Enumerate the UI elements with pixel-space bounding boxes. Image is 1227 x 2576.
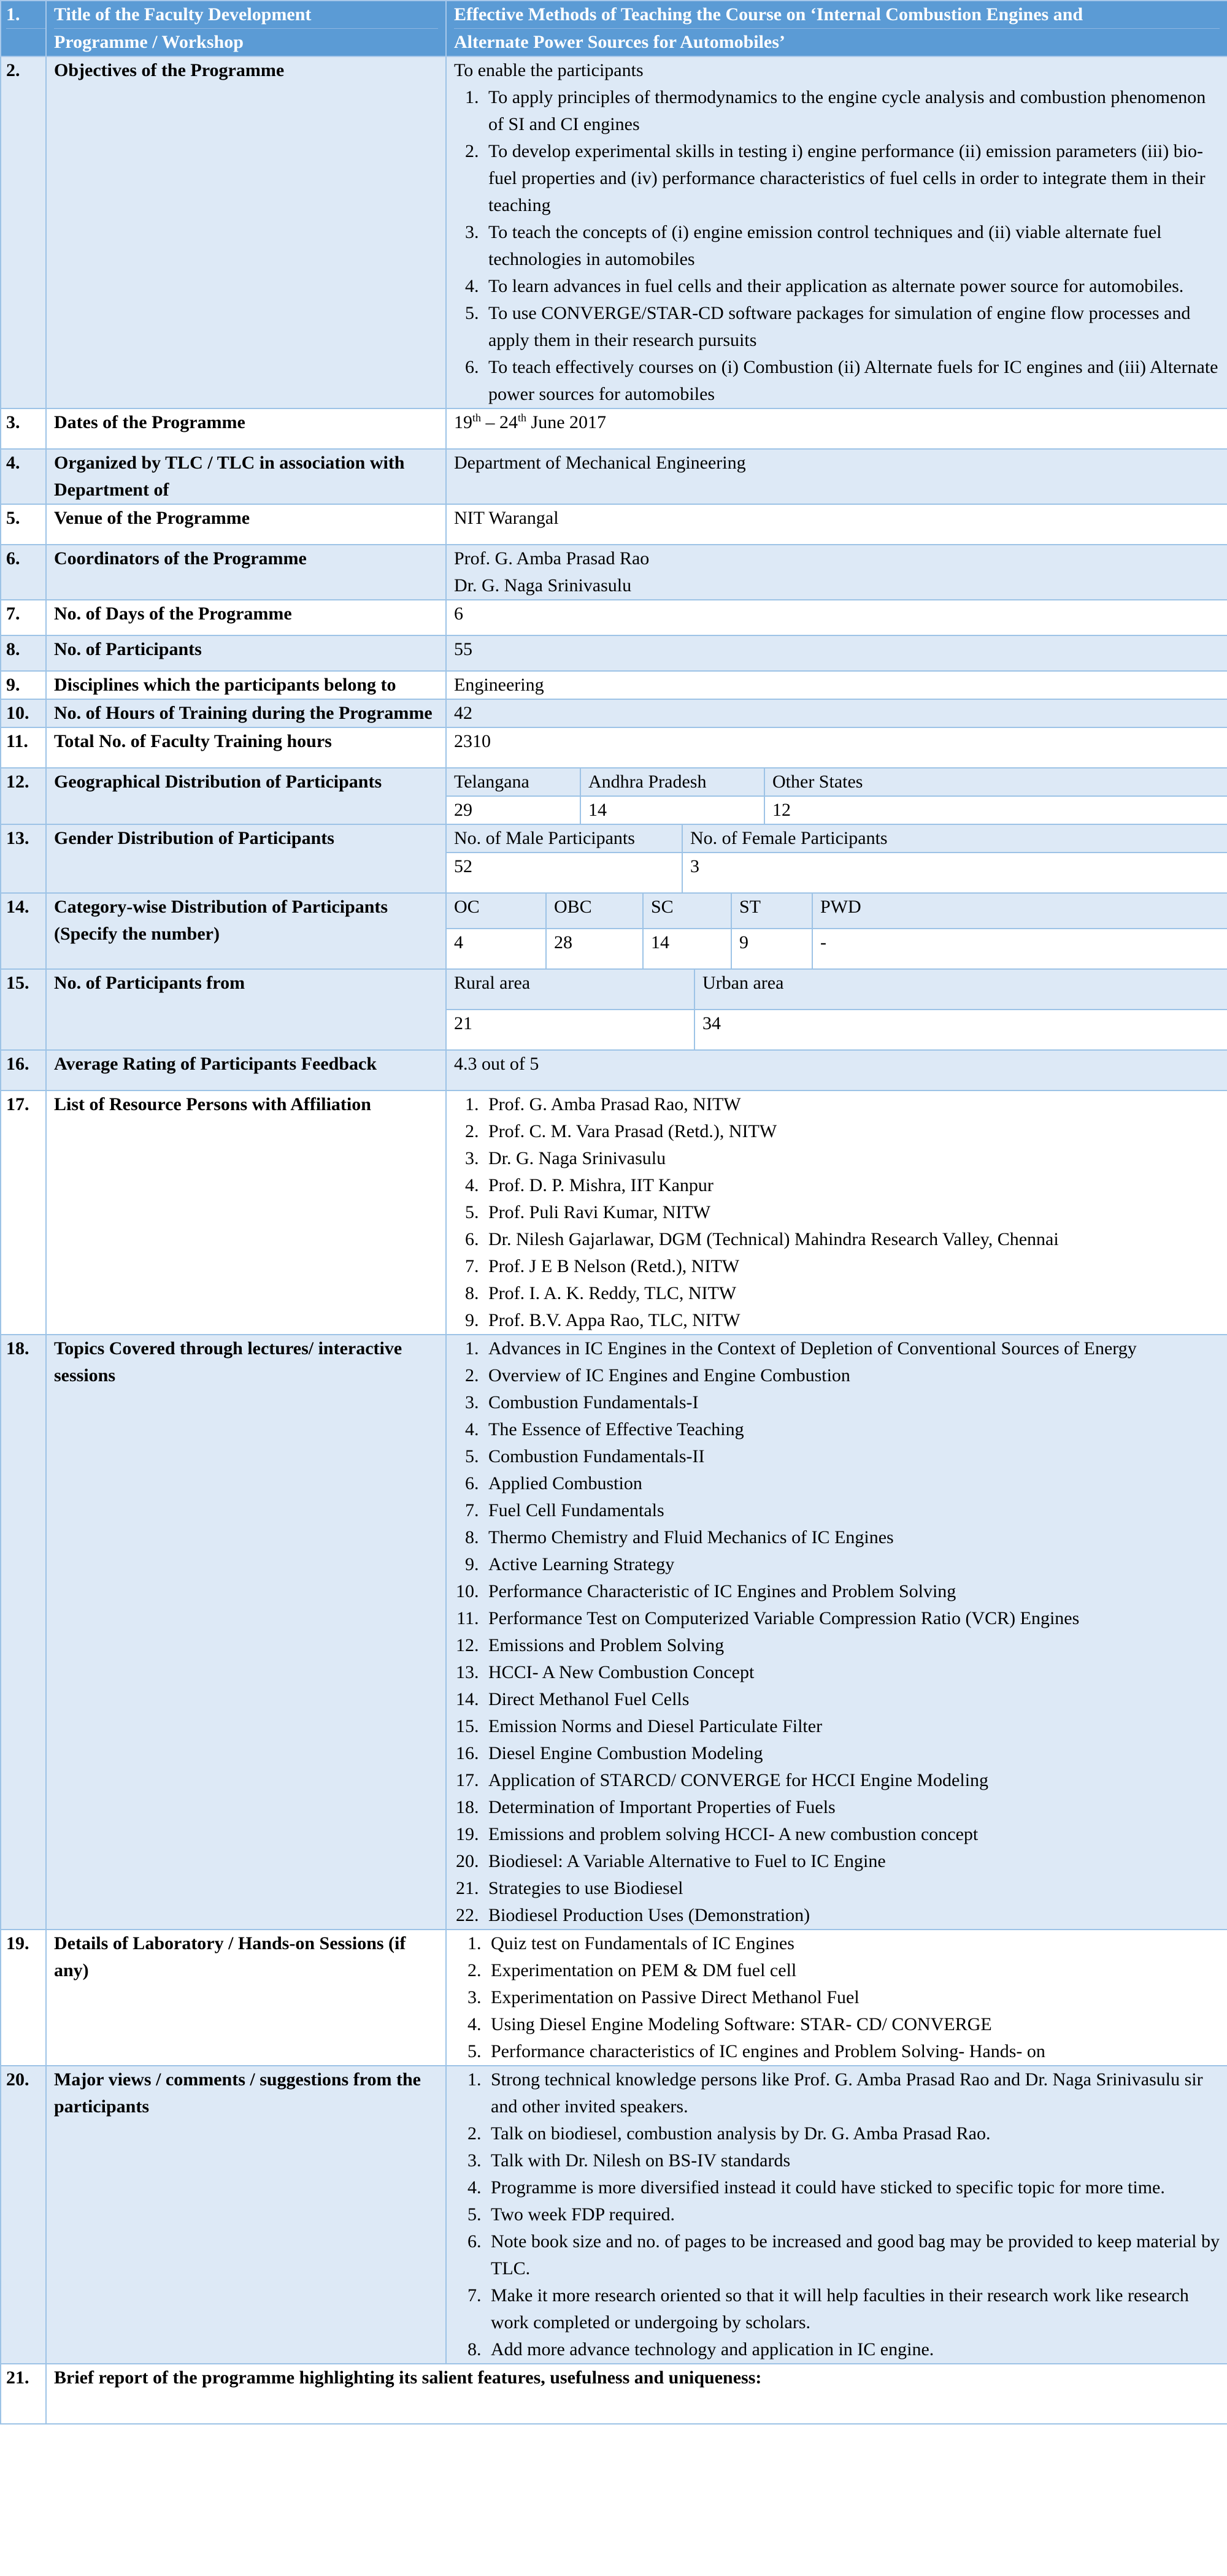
view-item: 1. Strong technical knowledge persons like Prof. G. Amba Prasad Rao and Dr. Naga Srinivasulu sir and other invited speakers. [486, 2066, 1220, 2120]
gender-value: 52 [447, 853, 682, 892]
objective-item: 2. To develop experimental skills in testing i) engine performance (ii) emission parameters (iii) bio-fuel properties and (iv) performance characteristics of fuel cells in order to integrate them in their teaching [483, 138, 1220, 219]
geography-table [447, 769, 1227, 824]
objective-item: 5. To use CONVERGE/STAR-CD software packages for simulation of engine flow processes and apply them in their research pursuits [483, 300, 1220, 354]
row-number: 18. [1, 1335, 46, 1930]
row-number: 10. [1, 699, 46, 727]
row-participants [1, 635, 1227, 671]
category-header: PWD [812, 894, 1227, 929]
topic-item: 17. Application of STARCD/ CONVERGE for HCCI Engine Modeling [483, 1767, 1220, 1794]
category-value: 4 [447, 929, 546, 968]
row-number: 8. [1, 635, 46, 671]
objective-item: 1. To apply principles of thermodynamics to the engine cycle analysis and combustion phenomenon of SI and CI engines [483, 84, 1220, 138]
category-table-cell [446, 893, 1227, 969]
coordinator-name: Prof. G. Amba Prasad Rao [454, 548, 650, 569]
category-header: OC [447, 894, 546, 929]
dates-value [446, 408, 1227, 449]
rating-value: 4.3 out of 5 [446, 1050, 1227, 1091]
hours-value: 42 [446, 699, 1227, 727]
category-value: 14 [643, 929, 731, 968]
row-number: 4. [1, 449, 46, 504]
lab-session: 4. Using Diesel Engine Modeling Software: STAR- CD/ CONVERGE [486, 2011, 1220, 2038]
geo-header: Andhra Pradesh [580, 769, 764, 796]
area-value: 34 [694, 1010, 1227, 1049]
title-value [446, 1, 1227, 56]
area-header: Rural area [447, 970, 694, 1010]
geo-value: 14 [580, 796, 764, 824]
organized-value: Department of Mechanical Engineering [446, 449, 1227, 504]
days-value: 6 [446, 600, 1227, 635]
row-organized-by [1, 449, 1227, 504]
title-value-line-1: Effective Methods of Teaching the Course on ‘Internal Combustion Engines and [454, 1, 1220, 29]
row-number: 9. [1, 671, 46, 699]
row-label: Geographical Distribution of Participants [46, 768, 446, 824]
row-number: 5. [1, 504, 46, 545]
row-label: No. of Hours of Training during the Programme [46, 699, 446, 727]
gender-value: 3 [682, 853, 1227, 892]
start-day: 19 [454, 412, 472, 432]
row-objectives [1, 56, 1227, 408]
resource-person: 1. Prof. G. Amba Prasad Rao, NITW [483, 1091, 1220, 1118]
month-year: June 2017 [526, 412, 607, 432]
start-day-suffix: th [472, 412, 482, 424]
area-value-row [447, 1010, 1227, 1049]
row-resource-persons [1, 1091, 1227, 1335]
category-value: 28 [546, 929, 643, 968]
geo-header: Telangana [447, 769, 580, 796]
lab-sessions-list [454, 1930, 1220, 2065]
topic-item: 13. HCCI- A New Combustion Concept [483, 1659, 1220, 1686]
end-day-suffix: th [518, 412, 527, 424]
area-header: Urban area [694, 970, 1227, 1010]
row-gender [1, 824, 1227, 893]
row-category [1, 893, 1227, 969]
category-header-row [447, 894, 1227, 929]
category-value-row [447, 929, 1227, 968]
gender-header: No. of Male Participants [447, 825, 682, 853]
row-title [1, 1, 1227, 56]
row-dates [1, 408, 1227, 449]
row-brief-report [1, 2364, 1227, 2424]
topic-item: 14. Direct Methanol Fuel Cells [483, 1686, 1220, 1713]
row-label: Gender Distribution of Participants [46, 824, 446, 893]
coordinator-name: Dr. G. Naga Srinivasulu [454, 575, 632, 596]
geo-value: 12 [764, 796, 1227, 824]
title-label-line-2: Programme / Workshop [54, 32, 244, 52]
objectives-list [454, 84, 1220, 408]
resource-person: 3. Dr. G. Naga Srinivasulu [483, 1145, 1220, 1172]
area-table-cell [446, 969, 1227, 1050]
row-label: List of Resource Persons with Affiliation [46, 1091, 446, 1335]
topic-item: 4. The Essence of Effective Teaching [483, 1416, 1220, 1443]
row-label: Details of Laboratory / Hands-on Sessions (if any) [46, 1930, 446, 2066]
gender-value-row [447, 853, 1227, 892]
area-header-row [447, 970, 1227, 1010]
resource-person: 4. Prof. D. P. Mishra, IIT Kanpur [483, 1172, 1220, 1199]
title-label-line-1: Title of the Faculty Development [54, 1, 438, 29]
category-header: SC [643, 894, 731, 929]
row-participant-views [1, 2066, 1227, 2364]
resource-person: 6. Dr. Nilesh Gajarlawar, DGM (Technical) Mahindra Research Valley, Chennai [483, 1226, 1220, 1253]
end-day: 24 [499, 412, 518, 432]
topic-item: 10. Performance Characteristic of IC Engines and Problem Solving [483, 1578, 1220, 1605]
row-total-hours [1, 727, 1227, 768]
row-number: 15. [1, 969, 46, 1050]
row-rating [1, 1050, 1227, 1091]
view-item: 7. Make it more research oriented so that it will help faculties in their research work like research work completed or undergoing by scholars. [486, 2282, 1220, 2336]
view-item: 2. Talk on biodiesel, combustion analysis by Dr. G. Amba Prasad Rao. [486, 2120, 1220, 2147]
objective-item: 3. To teach the concepts of (i) engine emission control techniques and (ii) viable alternate fuel technologies in automobiles [483, 219, 1220, 273]
row-venue [1, 504, 1227, 545]
geography-value-row [447, 796, 1227, 824]
view-item: 4. Programme is more diversified instead it could have sticked to specific topic for more time. [486, 2174, 1220, 2201]
view-item: 3. Talk with Dr. Nilesh on BS-IV standards [486, 2147, 1220, 2174]
title-label [46, 1, 446, 56]
category-value: 9 [731, 929, 812, 968]
row-number: 7. [1, 600, 46, 635]
row-lab-sessions [1, 1930, 1227, 2066]
row-topics [1, 1335, 1227, 1930]
topic-item: 9. Active Learning Strategy [483, 1551, 1220, 1578]
lab-session: 2. Experimentation on PEM & DM fuel cell [486, 1957, 1220, 1984]
row-number: 2. [1, 56, 46, 408]
topic-item: 16. Diesel Engine Combustion Modeling [483, 1740, 1220, 1767]
gender-table-cell [446, 824, 1227, 893]
row-number: 3. [1, 408, 46, 449]
row-number: 16. [1, 1050, 46, 1091]
row-label: No. of Participants [46, 635, 446, 671]
row-label: Organized by TLC / TLC in association with Department of [46, 449, 446, 504]
topic-item: 3. Combustion Fundamentals-I [483, 1389, 1220, 1416]
resource-persons-value [446, 1091, 1227, 1335]
topic-item: 20. Biodiesel: A Variable Alternative to Fuel to IC Engine [483, 1848, 1220, 1875]
row-coordinators [1, 545, 1227, 600]
row-label: Disciplines which the participants belong to [46, 671, 446, 699]
topic-item: 12. Emissions and Problem Solving [483, 1632, 1220, 1659]
coordinators-value [446, 545, 1227, 600]
row-label: Venue of the Programme [46, 504, 446, 545]
lab-session: 5. Performance characteristics of IC engines and Problem Solving- Hands- on [486, 2038, 1220, 2065]
view-item: 5. Two week FDP required. [486, 2201, 1220, 2228]
topic-item: 2. Overview of IC Engines and Engine Combustion [483, 1362, 1220, 1389]
topic-item: 1. Advances in IC Engines in the Context of Depletion of Conventional Sources of Energy [483, 1335, 1220, 1362]
venue-value: NIT Warangal [446, 504, 1227, 545]
views-value [446, 2066, 1227, 2364]
topic-item: 11. Performance Test on Computerized Variable Compression Ratio (VCR) Engines [483, 1605, 1220, 1632]
title-value-line-2: Alternate Power Sources for Automobiles’ [454, 32, 785, 52]
disciplines-value: Engineering [446, 671, 1227, 699]
resource-person: 2. Prof. C. M. Vara Prasad (Retd.), NITW [483, 1118, 1220, 1145]
row-number: 14. [1, 893, 46, 969]
resource-person: 8. Prof. I. A. K. Reddy, TLC, NITW [483, 1280, 1220, 1307]
participants-value: 55 [446, 635, 1227, 671]
row-label: Major views / comments / suggestions from the participants [46, 2066, 446, 2364]
lab-session: 1. Quiz test on Fundamentals of IC Engines [486, 1930, 1220, 1957]
row-number: 21. [1, 2364, 46, 2424]
topic-item: 18. Determination of Important Properties of Fuels [483, 1794, 1220, 1821]
category-table [447, 894, 1227, 968]
topic-item: 6. Applied Combustion [483, 1470, 1220, 1497]
area-table [447, 970, 1227, 1049]
view-item: 8. Add more advance technology and application in IC engine. [486, 2336, 1220, 2363]
row-geography [1, 768, 1227, 824]
topics-list [454, 1335, 1220, 1929]
geo-value: 29 [447, 796, 580, 824]
row-label: Category-wise Distribution of Participants (Specify the number) [46, 893, 446, 969]
objectives-intro: To enable the participants [454, 60, 644, 80]
category-header: OBC [546, 894, 643, 929]
gender-table [447, 825, 1227, 892]
row-number: 20. [1, 2066, 46, 2364]
topic-item: 7. Fuel Cell Fundamentals [483, 1497, 1220, 1524]
row-label: Coordinators of the Programme [46, 545, 446, 600]
geography-table-cell [446, 768, 1227, 824]
topic-item: 21. Strategies to use Biodiesel [483, 1875, 1220, 1902]
topic-item: 22. Biodiesel Production Uses (Demonstration) [483, 1902, 1220, 1929]
row-number: 11. [1, 727, 46, 768]
geo-header: Other States [764, 769, 1227, 796]
objectives-value [446, 56, 1227, 408]
gender-header-row [447, 825, 1227, 853]
row-number: 19. [1, 1930, 46, 2066]
row-disciplines [1, 671, 1227, 699]
total-hours-value: 2310 [446, 727, 1227, 768]
topic-item: 5. Combustion Fundamentals-II [483, 1443, 1220, 1470]
view-item: 6. Note book size and no. of pages to be increased and good bag may be provided to keep material by TLC. [486, 2228, 1220, 2282]
topic-item: 8. Thermo Chemistry and Fluid Mechanics of IC Engines [483, 1524, 1220, 1551]
row-label: No. of Days of the Programme [46, 600, 446, 635]
gender-header: No. of Female Participants [682, 825, 1227, 853]
brief-report-label: Brief report of the programme highlighting its salient features, usefulness and uniqueness: [46, 2364, 1227, 2424]
row-label: No. of Participants from [46, 969, 446, 1050]
objective-item: 6. To teach effectively courses on (i) Combustion (ii) Alternate fuels for IC engines and (iii) Alternate power sources for automobiles [483, 354, 1220, 408]
objective-item: 4. To learn advances in fuel cells and their application as alternate power source for automobiles. [483, 273, 1220, 300]
row-number: 17. [1, 1091, 46, 1335]
resource-person: 9. Prof. B.V. Appa Rao, TLC, NITW [483, 1307, 1220, 1334]
row-label: Total No. of Faculty Training hours [46, 727, 446, 768]
date-dash: – [481, 412, 500, 432]
resource-persons-list [454, 1091, 1220, 1334]
area-value: 21 [447, 1010, 694, 1049]
row-number: 12. [1, 768, 46, 824]
row-number: 13. [1, 824, 46, 893]
row-label: Topics Covered through lectures/ interactive sessions [46, 1335, 446, 1930]
row-label: Dates of the Programme [46, 408, 446, 449]
row-number-text: 1. [6, 1, 45, 29]
category-value: - [812, 929, 1227, 968]
lab-sessions-value [446, 1930, 1227, 2066]
topic-item: 15. Emission Norms and Diesel Particulate Filter [483, 1713, 1220, 1740]
row-area [1, 969, 1227, 1050]
topics-value [446, 1335, 1227, 1930]
resource-person: 7. Prof. J E B Nelson (Retd.), NITW [483, 1253, 1220, 1280]
topic-item: 19. Emissions and problem solving HCCI- A new combustion concept [483, 1821, 1220, 1848]
row-days [1, 600, 1227, 635]
category-header: ST [731, 894, 812, 929]
row-training-hours [1, 699, 1227, 727]
row-number [1, 1, 46, 56]
row-label: Objectives of the Programme [46, 56, 446, 408]
row-label: Average Rating of Participants Feedback [46, 1050, 446, 1091]
lab-session: 3. Experimentation on Passive Direct Methanol Fuel [486, 1984, 1220, 2011]
geography-header-row [447, 769, 1227, 796]
resource-person: 5. Prof. Puli Ravi Kumar, NITW [483, 1199, 1220, 1226]
row-number: 6. [1, 545, 46, 600]
views-list [454, 2066, 1220, 2363]
